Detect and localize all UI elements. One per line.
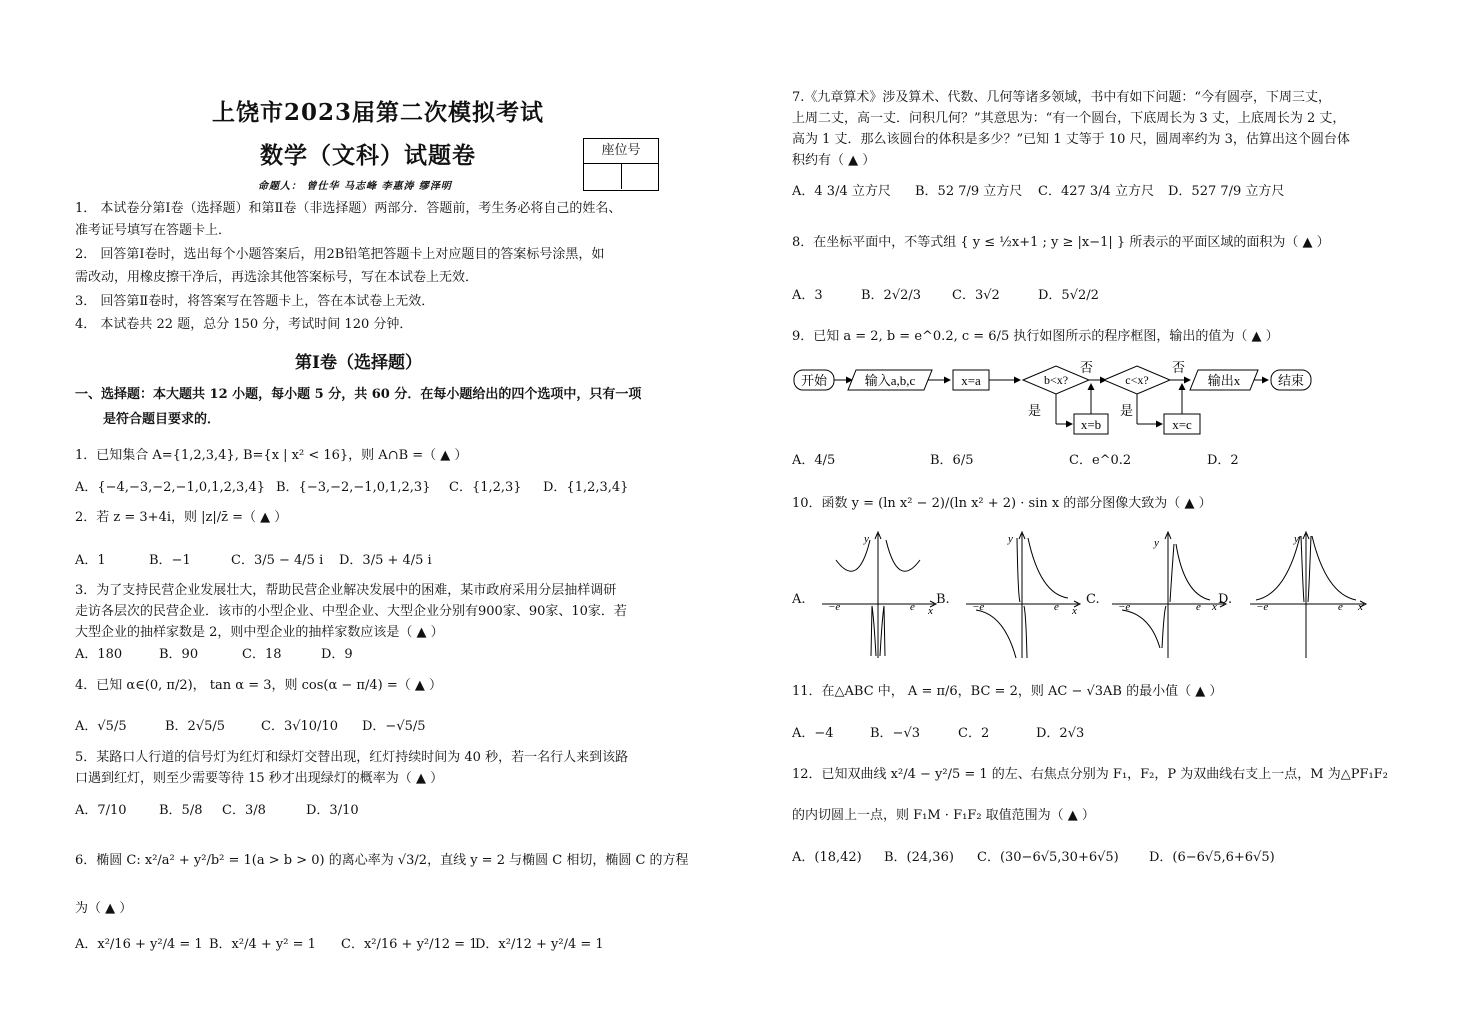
q11-option-b: B．−√3 <box>870 726 921 741</box>
flow-input-label: 输入a,b,c <box>864 373 916 388</box>
q11-option-c: C．2 <box>958 726 990 741</box>
flow-no-label: 否 <box>1080 360 1094 375</box>
instruction-line: 1． 本试卷分第Ⅰ卷（选择题）和第Ⅱ卷（非选择题）两部分．答题前，考生务必将自己的姓名、 <box>75 201 622 216</box>
seat-number-box <box>583 138 659 191</box>
authors-line: 命题人： 曾仕华 马志峰 李惠涛 缪泽明 <box>258 181 452 192</box>
q2-option-c: C．3/5 − 4/5 i <box>231 553 324 568</box>
flow-end-label: 结束 <box>1277 373 1305 388</box>
q10-graph-d <box>1246 530 1370 662</box>
q7-option-c: C．427 3/4 立方尺 <box>1038 184 1154 199</box>
q4-option-a: A．√5/5 <box>75 719 127 734</box>
flow-xc-label: x=c <box>1172 417 1192 432</box>
instruction-line: 需改动，用橡皮擦干净后，再选涂其他答案标号，写在本试卷上无效． <box>75 270 479 285</box>
q5-line: 口遇到红灯，则至少需要等待 15 秒才出现绿灯的概率为（ ▲ ） <box>75 771 444 786</box>
q8-option-c: C．3√2 <box>952 288 1000 303</box>
section-title: 第Ⅰ卷（选择题） <box>295 353 422 373</box>
q10-option-b: B. <box>936 592 950 607</box>
q10-option-a: A. <box>792 592 806 607</box>
q8-option-d: D．5√2/2 <box>1038 288 1099 303</box>
q9-option-c: C．e^0.2 <box>1069 453 1132 468</box>
q1-option-b: B．{−3,−2,−1,0,1,2,3} <box>276 480 431 495</box>
tick-pos-e: e <box>1338 601 1343 613</box>
q1-stem: 1．已知集合 A={1,2,3,4}, B={x | x² < 16}，则 A∩B =（ ▲ ） <box>75 448 468 463</box>
q3-line: 大型企业的抽样家数是 2，则中型企业的抽样家数应该是（ ▲ ） <box>75 625 444 640</box>
flow-output-label: 输出x <box>1207 373 1241 388</box>
q1-option-c: C．{1,2,3} <box>449 480 522 495</box>
q3-option-d: D．9 <box>321 647 353 662</box>
axis-y-label: y <box>1154 537 1159 549</box>
q7-line: 高为 1 丈．那么该圆台的体积是多少？”已知 1 丈等于 10 尺，圆周率约为 3，估算出这个圆台体 <box>792 132 1350 147</box>
q12-stem: 12．已知双曲线 x²/4 − y²/5 = 1 的左、右焦点分别为 F₁，F₂，P 为双曲线右支上一点，M 为△PF₁F₂ <box>792 767 1388 782</box>
seat-number-label: 座位号 <box>584 139 658 164</box>
q6-option-c: C．x²/16 + y²/12 = 1 <box>341 937 478 952</box>
q7-line: 7.《九章算术》涉及算术、代数、几何等诸多领域，书中有如下问题：“今有圆亭，下周三丈， <box>792 90 1332 105</box>
q10-stem: 10．函数 y = (ln x² − 2)/(ln x² + 2) · sin x 的部分图像大致为（ ▲ ） <box>792 496 1212 511</box>
q11-stem: 11．在△ABC 中， A = π/6，BC = 2，则 AC − √3AB 的最小值（ ▲ ） <box>792 684 1223 699</box>
q2-option-a: A．1 <box>75 553 106 568</box>
curve <box>871 606 876 656</box>
q2-option-d: D．3/5 + 4/5 i <box>339 553 432 568</box>
q12-option-a: A．(18,42) <box>792 850 862 865</box>
axis-x-label: x <box>1212 601 1217 613</box>
q11-option-d: D．2√3 <box>1036 726 1085 741</box>
q3-option-c: C．18 <box>242 647 282 662</box>
curve <box>1017 538 1020 602</box>
q8-stem: 8．在坐标平面中，不等式组 { y ≤ ½x+1 ; y ≥ |x−1| } 所表示的平面区域的面积为（ ▲ ） <box>792 235 1330 250</box>
flow-no-label-2: 否 <box>1172 360 1186 375</box>
q4-option-c: C．3√10/10 <box>261 719 338 734</box>
exam-subtitle: 数学（文科）试题卷 <box>260 142 476 169</box>
flow-assign-label: x=a <box>961 373 981 388</box>
tick-neg-e: −e <box>972 601 985 613</box>
axis-y-label: y <box>1008 533 1013 545</box>
q11-option-a: A．−4 <box>792 726 834 741</box>
q12-option-c: C．(30−6√5,30+6√5) <box>977 850 1119 865</box>
q4-option-b: B．2√5/5 <box>165 719 226 734</box>
curve <box>880 606 885 656</box>
flow-xb-label: x=b <box>1080 417 1102 432</box>
q9-flowchart <box>790 358 1320 440</box>
tick-pos-e: e <box>910 601 915 613</box>
flow-yes-label: 是 <box>1028 403 1042 418</box>
q4-option-d: D．−√5/5 <box>362 719 426 734</box>
axis-y-label: y <box>1294 533 1299 545</box>
tick-neg-e: −e <box>828 601 841 613</box>
q5-option-d: D．3/10 <box>306 803 359 818</box>
q6-option-a: A．x²/16 + y²/4 = 1 <box>75 937 203 952</box>
flow-cond2-label: c<x? <box>1125 373 1149 387</box>
axis-x-label: x <box>1358 601 1363 613</box>
flow-cond1-label: b<x? <box>1043 373 1069 387</box>
q10-graph-c <box>1108 530 1228 662</box>
q12-option-d: D．(6−6√5,6+6√5) <box>1149 850 1275 865</box>
curve <box>1122 610 1160 648</box>
q7-line: 上周二丈，高一丈．问积几何？”其意思为：“有一个圆台，下底周长为 3 丈，上底周长为 2 丈， <box>792 111 1346 126</box>
part-heading: 是符合题目要求的． <box>103 412 221 427</box>
instruction-line: 4． 本试卷共 22 题，总分 150 分，考试时间 120 分钟． <box>75 317 413 332</box>
q9-option-d: D．2 <box>1207 453 1239 468</box>
q2-option-b: B．−1 <box>149 553 191 568</box>
q1-option-d: D．{1,2,3,4} <box>543 480 629 495</box>
curve <box>976 610 1016 658</box>
q9-stem: 9．已知 a = 2, b = e^0.2, c = 6/5 执行如图所示的程序框图，输出的值为（ ▲ ） <box>792 329 1279 344</box>
q12-stem-2: 的内切圆上一点，则 F₁M · F₁F₂ 取值范围为（ ▲ ） <box>792 808 1095 823</box>
q7-option-d: D．527 7/9 立方尺 <box>1168 184 1285 199</box>
q3-option-b: B．90 <box>159 647 199 662</box>
flow-start-label: 开始 <box>800 373 828 388</box>
tick-neg-e: −e <box>1118 601 1131 613</box>
tick-pos-e: e <box>1054 601 1059 613</box>
tick-neg-e: −e <box>1256 601 1269 613</box>
q3-line: 走访各层次的民营企业．该市的小型企业、中型企业、大型企业分别有900家、90家、10家．若 <box>75 604 627 619</box>
q2-stem: 2．若 z = 3+4i，则 |z|/z̄ =（ ▲ ） <box>75 510 288 525</box>
q5-line: 5．某路口人行道的信号灯为红灯和绿灯交替出现，红灯持续时间为 40 秒，若一名行人来到该路 <box>75 750 629 765</box>
curve <box>1162 606 1166 648</box>
q10-graph-a <box>818 530 938 662</box>
part-heading: 一、选择题：本大题共 12 小题，每小题 5 分，共 60 分．在每小题给出的四个选项中，只有一项 <box>75 387 642 402</box>
q5-option-a: A．7/10 <box>75 803 127 818</box>
q6-stem-2: 为（ ▲ ） <box>75 901 133 916</box>
seat-cell <box>621 164 659 189</box>
q10-graph-b <box>962 530 1082 662</box>
q7-option-a: A．4 3/4 立方尺 <box>792 184 891 199</box>
q8-option-a: A．3 <box>792 288 823 303</box>
curve <box>1256 536 1300 600</box>
q6-option-d: D．x²/12 + y²/4 = 1 <box>475 937 604 952</box>
q6-stem: 6．椭圆 C: x²/a² + y²/b² = 1(a > b > 0) 的离心率为 √3/2，直线 y = 2 与椭圆 C 相切，椭圆 C 的方程 <box>75 853 689 868</box>
curve <box>1312 536 1356 600</box>
seat-cell <box>584 164 621 189</box>
q1-option-a: A．{−4,−3,−2,−1,0,1,2,3,4} <box>75 480 265 495</box>
axis-y-label: y <box>864 533 869 545</box>
q10-option-c: C. <box>1086 592 1100 607</box>
q5-option-c: C．3/8 <box>222 803 266 818</box>
q7-option-b: B．52 7/9 立方尺 <box>915 184 1023 199</box>
curve <box>1176 544 1210 600</box>
tick-pos-e: e <box>1196 601 1201 613</box>
curve <box>1308 536 1311 602</box>
q5-option-b: B．5/8 <box>159 803 203 818</box>
instruction-line: 3． 回答第Ⅱ卷时，将答案写在答题卡上，答在本试卷上无效． <box>75 294 435 309</box>
axis-x-label: x <box>928 605 933 617</box>
q10-option-d: D. <box>1218 592 1233 607</box>
curve <box>886 540 920 571</box>
q9-option-a: A．4/5 <box>792 453 836 468</box>
exam-title: 上饶市2023届第二次模拟考试 <box>212 99 545 126</box>
q7-line: 积约有（ ▲ ） <box>792 153 876 168</box>
q8-option-b: B．2√2/3 <box>861 288 922 303</box>
instruction-line: 准考证号填写在答题卡上． <box>75 223 232 238</box>
instruction-line: 2． 回答第Ⅰ卷时，选出每个小题答案后，用2B铅笔把答题卡上对应题目的答案标号涂黑，如 <box>75 247 605 262</box>
q12-option-b: B．(24,36) <box>884 850 954 865</box>
q6-option-b: B．x²/4 + y² = 1 <box>209 937 316 952</box>
axis-x-label: x <box>1072 605 1077 617</box>
q4-stem: 4．已知 α∈(0, π/2)， tan α = 3，则 cos(α − π/4) =（ ▲ ） <box>75 678 442 693</box>
q3-option-a: A．180 <box>75 647 123 662</box>
q9-option-b: B．6/5 <box>930 453 974 468</box>
curve <box>1024 606 1027 658</box>
curve <box>1170 544 1174 602</box>
flow-yes-label-2: 是 <box>1120 403 1134 418</box>
q3-line: 3．为了支持民营企业发展壮大，帮助民营企业解决发展中的困难，某市政府采用分层抽样调研 <box>75 583 617 598</box>
curve <box>1301 536 1304 602</box>
curve <box>1028 538 1068 598</box>
